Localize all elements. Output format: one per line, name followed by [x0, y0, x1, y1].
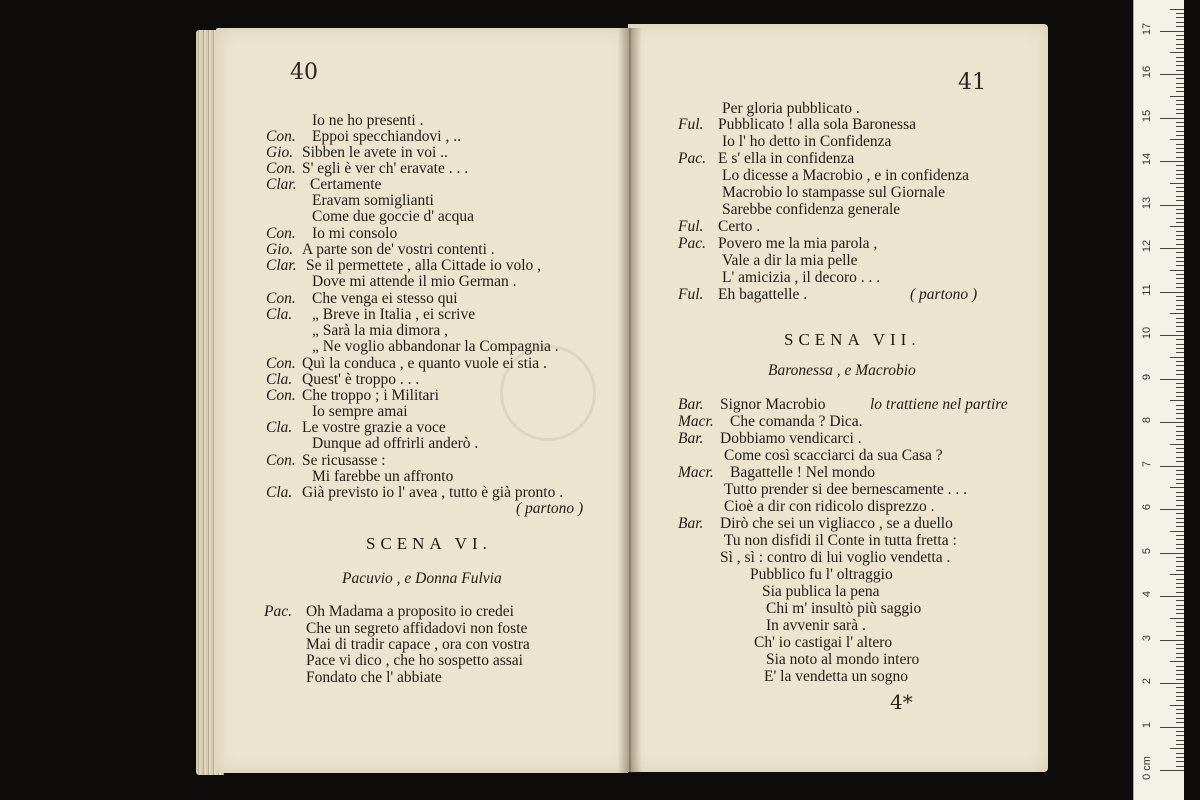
- ruler-tick: [1176, 679, 1184, 680]
- verse-line: Io sempre amai: [312, 403, 408, 420]
- ruler-tick: [1176, 213, 1184, 214]
- verse-line: Se ricusasse :: [302, 452, 386, 469]
- verse-line: Tu non disfidi il Conte in tutta fretta :: [724, 532, 957, 549]
- ruler-tick: [1176, 361, 1184, 362]
- ruler-tick: [1176, 657, 1184, 658]
- ruler-tick: [1176, 431, 1184, 432]
- verse-line: Eravam somiglianti: [312, 192, 434, 209]
- ruler-tick: [1176, 713, 1184, 714]
- ruler-tick: [1176, 126, 1184, 127]
- ruler-tick: [1170, 618, 1184, 619]
- ruler-tick: [1160, 640, 1184, 641]
- ruler-tick: [1160, 727, 1184, 728]
- ruler-tick: [1176, 135, 1184, 136]
- speaker: Bar.: [678, 430, 704, 447]
- ruler-tick: [1176, 387, 1184, 388]
- ruler-tick: [1170, 661, 1184, 662]
- ruler-tick: [1176, 165, 1184, 166]
- ruler-tick: [1176, 374, 1184, 375]
- ruler-tick: [1176, 513, 1184, 514]
- ruler-tick: [1176, 344, 1184, 345]
- verse-line: Dirò che sei un vigliacco , se a duello: [720, 515, 953, 532]
- ruler-tick: [1176, 274, 1184, 275]
- verse-line: Che venga ei stesso qui: [312, 290, 458, 307]
- verse-line: Se il permettete , alla Cittade io volo ,: [306, 257, 542, 274]
- ruler-tick: [1176, 561, 1184, 562]
- page-number-right: 41: [958, 70, 986, 95]
- ruler-tick: [1160, 379, 1184, 380]
- ruler-tick: [1170, 705, 1184, 706]
- ruler-tick: [1176, 522, 1184, 523]
- ruler-tick: [1176, 44, 1184, 45]
- ruler-tick: [1176, 761, 1184, 762]
- verse-line: In avvenir sarà .: [766, 617, 866, 634]
- ruler-label: 7: [1141, 460, 1153, 467]
- ruler-tick: [1176, 265, 1184, 266]
- verse-line: Che troppo ; i Militari: [302, 387, 439, 404]
- ruler-tick: [1176, 131, 1184, 132]
- ruler-tick: [1170, 96, 1184, 97]
- ruler-tick: [1176, 535, 1184, 536]
- ruler-tick: [1176, 457, 1184, 458]
- verse-line: Che un segreto affidadovi non foste: [306, 620, 528, 637]
- ruler-tick: [1176, 470, 1184, 471]
- ruler-tick: [1176, 518, 1184, 519]
- ruler-tick: [1170, 574, 1184, 575]
- ruler-tick: [1170, 226, 1184, 227]
- speaker: Ful.: [678, 218, 704, 235]
- ruler-tick: [1170, 270, 1184, 271]
- speaker: Bar.: [678, 396, 704, 413]
- ruler-tick: [1176, 609, 1184, 610]
- ruler-label: 6: [1141, 503, 1153, 511]
- speaker: Con.: [266, 128, 296, 145]
- verse-line: Io ne ho presenti .: [312, 112, 424, 129]
- ruler-tick: [1176, 100, 1184, 101]
- ruler-tick: [1176, 187, 1184, 188]
- ruler-tick: [1170, 52, 1184, 53]
- ruler-tick: [1176, 539, 1184, 540]
- verse-line: „ Sarà la mia dimora ,: [312, 322, 449, 339]
- verse-line: Macrobio lo stampasse sul Giornale: [722, 184, 945, 201]
- ruler-tick: [1176, 700, 1184, 701]
- verse-line: Quest' è troppo . . .: [302, 371, 420, 388]
- ruler-tick: [1170, 9, 1184, 10]
- ruler-tick: [1160, 74, 1184, 75]
- ruler-tick: [1176, 191, 1184, 192]
- verse-line: Le vostre grazie a voce: [302, 419, 446, 436]
- ruler-tick: [1176, 91, 1184, 92]
- speaker: Ful.: [678, 116, 704, 133]
- ruler-tick: [1176, 548, 1184, 549]
- ruler-tick: [1176, 209, 1184, 210]
- ruler-tick: [1176, 496, 1184, 497]
- verse-line: Certamente: [310, 176, 382, 193]
- ruler-tick: [1176, 261, 1184, 262]
- verse-line: Come due goccie d' acqua: [312, 208, 475, 225]
- ruler-tick: [1170, 487, 1184, 488]
- ruler-tick: [1176, 61, 1184, 62]
- speaker: Pac.: [678, 150, 706, 167]
- ruler-tick: [1176, 687, 1184, 688]
- verse-line: Povero me la mia parola ,: [718, 235, 878, 252]
- ruler-tick: [1160, 553, 1184, 554]
- scene-cast: Baronessa , e Macrobio: [768, 362, 916, 379]
- ruler-tick: [1176, 461, 1184, 462]
- ruler-tick: [1176, 48, 1184, 49]
- verse-line: Bagattelle ! Nel mondo: [730, 464, 876, 481]
- verse-line: Pace vi dico , che ho sospetto assai: [306, 652, 523, 669]
- verse-line: Cioè a dir con ridicolo disprezzo .: [724, 498, 935, 515]
- ruler-tick: [1176, 439, 1184, 440]
- scene-title: SCENA VII.: [784, 330, 921, 349]
- verse-line: Pubblico fu l' oltraggio: [750, 566, 893, 583]
- ruler-tick: [1160, 422, 1184, 423]
- ruler-tick: [1176, 331, 1184, 332]
- ruler-tick: [1176, 570, 1184, 571]
- verse-line: Mi farebbe un affronto: [312, 468, 454, 485]
- ruler-tick: [1176, 579, 1184, 580]
- speaker: Cla.: [266, 306, 293, 323]
- ruler-tick: [1176, 483, 1184, 484]
- ruler-label: 10: [1141, 326, 1153, 340]
- ruler-tick: [1176, 479, 1184, 480]
- ruler-tick: [1176, 744, 1184, 745]
- verse-line: Tutto prender si dee bernescamente . . .: [724, 481, 968, 498]
- verse-line: Per gloria pubblicato .: [722, 100, 860, 117]
- ruler-tick: [1176, 365, 1184, 366]
- ruler-tick: [1160, 466, 1184, 467]
- ruler-tick: [1176, 674, 1184, 675]
- ruler-tick: [1176, 257, 1184, 258]
- ruler-label: 3: [1141, 634, 1153, 641]
- page-number-left: 40: [290, 60, 318, 85]
- ruler-label: 14: [1141, 152, 1153, 166]
- ruler-tick: [1176, 196, 1184, 197]
- ruler-tick: [1176, 735, 1184, 736]
- ruler-label: 4: [1141, 590, 1153, 598]
- ruler-tick: [1176, 544, 1184, 545]
- ruler-tick: [1176, 222, 1184, 223]
- ruler-tick: [1176, 218, 1184, 219]
- ruler-tick: [1176, 383, 1184, 384]
- ruler-tick: [1176, 500, 1184, 501]
- verse-line: Mai di tradir capace , ora con vostra: [306, 636, 530, 653]
- library-stamp-watermark: [500, 345, 596, 441]
- verse-line: Vale a dir la mia pelle: [722, 252, 858, 269]
- ruler-tick: [1160, 335, 1184, 336]
- speaker: Con.: [266, 290, 296, 307]
- ruler-label: 15: [1141, 109, 1153, 122]
- ruler-label: 2: [1141, 677, 1153, 685]
- ruler-label: 16: [1141, 65, 1153, 79]
- ruler-tick: [1176, 17, 1184, 18]
- verse-line: Sibben le avete in voi ..: [302, 144, 448, 161]
- ruler-label: 1: [1141, 721, 1153, 728]
- ruler-tick: [1176, 631, 1184, 632]
- ruler-tick: [1176, 753, 1184, 754]
- ruler-tick: [1176, 178, 1184, 179]
- ruler-tick: [1176, 339, 1184, 340]
- ruler-tick: [1160, 292, 1184, 293]
- ruler-tick: [1176, 70, 1184, 71]
- ruler-tick: [1176, 144, 1184, 145]
- ruler-tick: [1176, 22, 1184, 23]
- ruler-tick: [1176, 287, 1184, 288]
- verse-line: Quì la conduca , e quanto vuole ei stia .: [302, 355, 547, 372]
- stage-direction: lo trattiene nel partire: [870, 396, 1008, 413]
- ruler-tick: [1176, 418, 1184, 419]
- open-book: [196, 22, 1052, 778]
- verse-line: Lo dicesse a Macrobio , e in confidenza: [722, 167, 970, 184]
- ruler-tick: [1176, 600, 1184, 601]
- verse-line: Già previsto io l' avea , tutto è già pronto .: [302, 484, 564, 501]
- verse-line: Sarebbe confidenza generale: [722, 201, 901, 218]
- speaker: Pac.: [678, 235, 706, 252]
- scene-title: SCENA VI.: [366, 534, 492, 553]
- speaker: Con.: [266, 160, 296, 177]
- ruler-tick: [1176, 653, 1184, 654]
- ruler-tick: [1176, 170, 1184, 171]
- ruler-tick: [1176, 583, 1184, 584]
- verse-line: Dove mi attende il mio German .: [312, 273, 517, 290]
- ruler-tick: [1176, 492, 1184, 493]
- speaker: Con.: [266, 452, 296, 469]
- verse-line: Io mi consolo: [312, 225, 398, 242]
- ruler-tick: [1176, 39, 1184, 40]
- ruler-tick: [1176, 709, 1184, 710]
- verse-line: E' la vendetta un sogno: [764, 668, 908, 685]
- ruler-tick: [1176, 309, 1184, 310]
- ruler-tick: [1176, 405, 1184, 406]
- stage-direction: ( partono ): [910, 286, 978, 303]
- ruler-tick: [1176, 352, 1184, 353]
- ruler-tick: [1170, 183, 1184, 184]
- ruler-label: 11: [1141, 283, 1153, 296]
- ruler-tick: [1176, 326, 1184, 327]
- ruler-tick: [1176, 474, 1184, 475]
- ruler-tick: [1176, 526, 1184, 527]
- verse-line: Come così scacciarci da sua Casa ?: [724, 447, 943, 464]
- ruler-tick: [1176, 57, 1184, 58]
- ruler-tick: [1160, 205, 1184, 206]
- ruler-tick: [1176, 426, 1184, 427]
- ruler-tick: [1176, 635, 1184, 636]
- speaker: Cla.: [266, 419, 293, 436]
- ruler-tick: [1176, 605, 1184, 606]
- ruler-tick: [1176, 409, 1184, 410]
- ruler-tick: [1176, 670, 1184, 671]
- ruler-tick: [1160, 509, 1184, 510]
- verse-line: Signor Macrobio: [720, 396, 826, 413]
- ruler-label: 12: [1141, 239, 1153, 253]
- verse-line: S' egli è ver ch' eravate . . .: [302, 160, 469, 177]
- ruler-tick: [1176, 322, 1184, 323]
- speaker: Ful.: [678, 286, 704, 303]
- stage-direction: ( partono ): [516, 500, 584, 517]
- ruler-tick: [1176, 731, 1184, 732]
- speaker: Gio.: [266, 241, 294, 258]
- ruler-tick: [1176, 348, 1184, 349]
- ruler-tick: [1176, 622, 1184, 623]
- ruler-tick: [1160, 770, 1184, 771]
- verse-line: „ Ne voglio abbandonar la Compagnia .: [312, 338, 559, 355]
- speaker: Clar.: [266, 257, 297, 274]
- ruler-tick: [1170, 400, 1184, 401]
- ruler-tick: [1176, 122, 1184, 123]
- ruler-label: 8: [1141, 416, 1153, 424]
- ruler-tick: [1176, 13, 1184, 14]
- speaker: Con.: [266, 225, 296, 242]
- ruler-tick: [1176, 104, 1184, 105]
- speaker: Cla.: [266, 484, 293, 501]
- measuring-ruler: [1133, 0, 1184, 800]
- ruler-tick: [1176, 305, 1184, 306]
- right-page: [628, 24, 1048, 772]
- ruler-tick: [1160, 161, 1184, 162]
- ruler-tick: [1160, 31, 1184, 32]
- ruler-tick: [1176, 148, 1184, 149]
- ruler-tick: [1176, 87, 1184, 88]
- speaker: Gio.: [266, 144, 294, 161]
- ruler-tick: [1176, 452, 1184, 453]
- ruler-tick: [1176, 65, 1184, 66]
- ruler-tick: [1160, 683, 1184, 684]
- ruler-tick: [1176, 200, 1184, 201]
- ruler-tick: [1170, 313, 1184, 314]
- verse-line: Oh Madama a proposito io credei: [306, 603, 514, 620]
- ruler-label: 13: [1141, 196, 1153, 209]
- ruler-tick: [1176, 370, 1184, 371]
- ruler-tick: [1160, 118, 1184, 119]
- verse-line: Sia noto al mondo intero: [766, 651, 920, 668]
- ruler-tick: [1176, 296, 1184, 297]
- verse-line: Fondato che l' abbiate: [306, 669, 442, 686]
- ruler-tick: [1176, 152, 1184, 153]
- scene-cast: Pacuvio , e Donna Fulvia: [342, 570, 502, 587]
- ruler-tick: [1176, 757, 1184, 758]
- verse-line: Io l' ho detto in Confidenza: [722, 133, 892, 150]
- speaker: Con.: [266, 387, 296, 404]
- ruler-label: 0 cm: [1141, 756, 1153, 780]
- ruler-tick: [1160, 248, 1184, 249]
- verse-line: Pubblicato ! alla sola Baronessa: [718, 116, 917, 133]
- ruler-label: 17: [1141, 22, 1153, 35]
- ruler-tick: [1170, 444, 1184, 445]
- ruler-tick: [1160, 596, 1184, 597]
- verse-line: Dunque ad offrirli anderò .: [312, 435, 479, 452]
- ruler-tick: [1176, 696, 1184, 697]
- ruler-tick: [1176, 692, 1184, 693]
- ruler-tick: [1176, 648, 1184, 649]
- ruler-tick: [1176, 252, 1184, 253]
- verse-line: Eh bagattelle .: [718, 286, 808, 303]
- verse-line: Eppoi specchiandovi , ..: [312, 128, 461, 145]
- ruler-tick: [1176, 157, 1184, 158]
- ruler-tick: [1170, 357, 1184, 358]
- ruler-tick: [1176, 448, 1184, 449]
- ruler-tick: [1176, 113, 1184, 114]
- ruler-tick: [1176, 557, 1184, 558]
- verse-line: L' amicizia , il decoro . . .: [722, 269, 881, 286]
- verse-line: Sì , sì : contro di lui voglio vendetta .: [720, 549, 951, 566]
- speaker: Macr.: [678, 464, 714, 481]
- ruler-tick: [1170, 139, 1184, 140]
- ruler-tick: [1176, 718, 1184, 719]
- ruler-tick: [1176, 174, 1184, 175]
- ruler-tick: [1176, 83, 1184, 84]
- ruler-tick: [1176, 613, 1184, 614]
- verse-line: A parte son de' vostri contenti .: [302, 241, 495, 258]
- ruler-tick: [1176, 587, 1184, 588]
- ruler-tick: [1176, 300, 1184, 301]
- verse-line: Ch' io castigai l' altero: [754, 634, 893, 651]
- verse-line: Dobbiamo vendicarci .: [720, 430, 862, 447]
- ruler-tick: [1176, 592, 1184, 593]
- verse-line: E s' ella in confidenza: [718, 150, 855, 167]
- ruler-tick: [1176, 392, 1184, 393]
- ruler-tick: [1176, 740, 1184, 741]
- ruler-tick: [1176, 644, 1184, 645]
- verse-line: Che comanda ? Dica.: [730, 413, 863, 430]
- ruler-label: 9: [1141, 373, 1153, 380]
- ruler-tick: [1176, 566, 1184, 567]
- speaker: Macr.: [678, 413, 714, 430]
- book-gutter: [618, 28, 642, 773]
- ruler-tick: [1176, 435, 1184, 436]
- signature-mark: 4*: [890, 690, 913, 714]
- ruler-tick: [1176, 278, 1184, 279]
- ruler-tick: [1176, 109, 1184, 110]
- ruler-tick: [1176, 505, 1184, 506]
- speaker: Clar.: [266, 176, 297, 193]
- verse-line: „ Breve in Italia , ei scrive: [312, 306, 476, 323]
- ruler-tick: [1176, 766, 1184, 767]
- ruler-tick: [1176, 231, 1184, 232]
- ruler-tick: [1176, 35, 1184, 36]
- speaker: Bar.: [678, 515, 704, 532]
- verse-line: Certo .: [718, 218, 761, 235]
- ruler-label: 5: [1141, 547, 1153, 554]
- verse-line: Chi m' insultò più saggio: [766, 600, 922, 617]
- ruler-tick: [1176, 283, 1184, 284]
- ruler-tick: [1176, 26, 1184, 27]
- ruler-tick: [1176, 235, 1184, 236]
- ruler-tick: [1176, 239, 1184, 240]
- ruler-tick: [1176, 626, 1184, 627]
- ruler-tick: [1176, 396, 1184, 397]
- ruler-tick: [1176, 244, 1184, 245]
- ruler-tick: [1176, 318, 1184, 319]
- ruler-tick: [1170, 748, 1184, 749]
- speaker: Pac.: [264, 603, 292, 620]
- verse-line: Sia publica la pena: [762, 583, 880, 600]
- ruler-tick: [1176, 413, 1184, 414]
- ruler-tick: [1176, 722, 1184, 723]
- speaker: Con.: [266, 355, 296, 372]
- ruler-tick: [1170, 531, 1184, 532]
- ruler-tick: [1176, 78, 1184, 79]
- ruler-tick: [1176, 666, 1184, 667]
- speaker: Cla.: [266, 371, 293, 388]
